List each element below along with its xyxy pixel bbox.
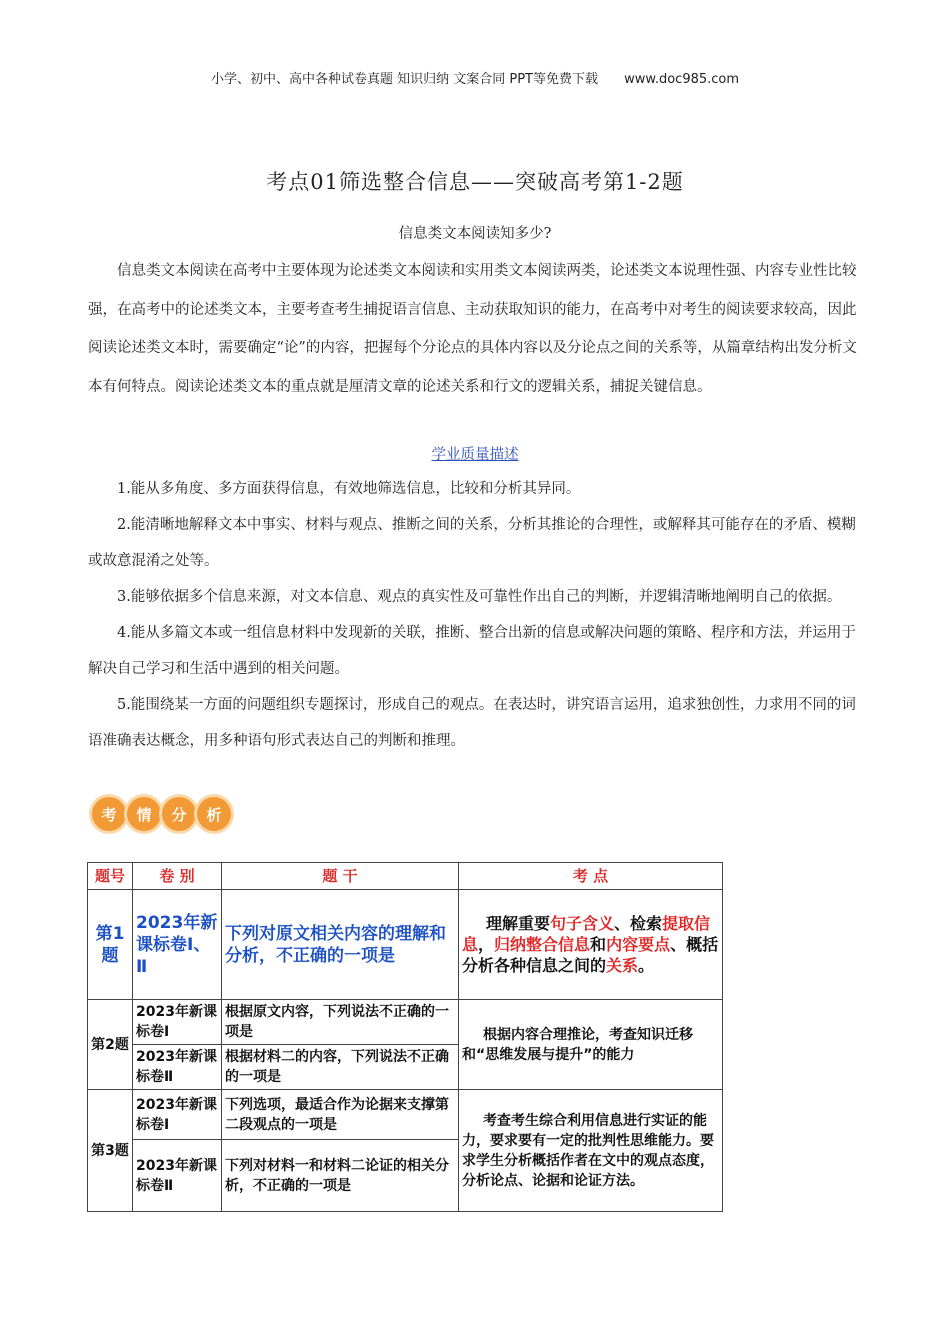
list-item: 1.能从多角度、多方面获得信息，有效地筛选信息，比较和分析其异同。 (117, 481, 581, 497)
paper-cell: 2023年新课标卷Ⅱ (133, 1140, 222, 1212)
exam-analysis-table (87, 862, 723, 1212)
list-item: 2.能清晰地解释文本中事实、材料与观点、推断之间的关系，分析其推论的合理性，或解释其可能存在的矛盾、模糊或故意混淆之处等。 (88, 517, 856, 569)
stem-cell: 下列选项，最适合作为论据来支撑第二段观点的一项是 (222, 1090, 459, 1140)
point-cell: 考查考生综合利用信息进行实证的能力，要求要有一定的批判性思维能力。要求学生分析概括作者在文中的观点态度，分析论点、论据和论证方法。 (459, 1090, 723, 1212)
col-header: 题 干 (222, 863, 459, 890)
col-header: 考 点 (459, 863, 723, 890)
stem-cell: 下列对材料一和材料二论证的相关分析，不正确的一项是 (222, 1140, 459, 1212)
header-url[interactable]: www.doc985.com (624, 72, 740, 87)
stem-cell: 根据原文内容，下列说法不正确的一项是 (222, 1000, 459, 1045)
badge-char: 考 (92, 797, 126, 831)
table-header-row (88, 863, 723, 890)
paper-cell: 2023年新课标卷Ⅰ (133, 1090, 222, 1140)
intro-paragraph: 信息类文本阅读在高考中主要体现为论述类文本阅读和实用类文本阅读两类，论述类文本说理性强、内容专业性比较强，在高考中的论述类文本，主要考查考生捕捉语言信息、主动获取知识的能力，在高考中对考生的阅读要求较高，因此阅读论述类文本时，需要确定“论”的内容，把握每个分论点的具体内容以及分论点之间的关系等，从篇章结构出发分析文本有何特点。阅读论述类文本的重点就是厘清文章的论述关系和行文的逻辑关系，捕捉关键信息。 (88, 263, 857, 395)
point-cell: 根据内容合理推论，考查知识迁移和“思维发展与提升”的能力 (459, 1000, 723, 1090)
stem-cell: 根据材料二的内容，下列说法不正确的一项是 (222, 1045, 459, 1090)
badge-char: 情 (127, 797, 161, 831)
badge-char: 析 (197, 797, 231, 831)
list-item: 5.能围绕某一方面的问题组织专题探讨，形成自己的观点。在表达时，讲究语言运用，追求独创性，力求用不同的词语准确表达概念，用多种语句形式表达自己的判断和推理。 (88, 697, 856, 749)
list-item: 4.能从多篇文本或一组信息材料中发现新的关联，推断、整合出新的信息或解决问题的策略、程序和方法，并运用于解决自己学习和生活中遇到的相关问题。 (88, 625, 856, 677)
question-number: 第1题 (88, 890, 133, 1000)
table-row (88, 890, 723, 1000)
stem-cell: 下列对原文相关内容的理解和分析，不正确的一项是 (222, 890, 459, 1000)
section-title-link[interactable]: 学业质量描述 (431, 447, 519, 463)
analysis-badge (92, 797, 231, 831)
list-item: 3.能够依据多个信息来源，对文本信息、观点的真实性及可靠性作出自己的判断，并逻辑清晰地阐明自己的依据。 (117, 589, 842, 605)
question-number: 第2题 (88, 1000, 133, 1090)
col-header: 卷 别 (133, 863, 222, 890)
paper-cell: 2023年新课标卷Ⅱ (133, 1045, 222, 1090)
subtitle: 信息类文本阅读知多少? (398, 226, 552, 242)
page-header (0, 68, 950, 87)
point-cell: 理解重要句子含义、检索提取信息，归纳整合信息和内容要点、概括分析各种信息之间的关系。 (459, 890, 723, 1000)
badge-char: 分 (162, 797, 196, 831)
col-header: 题号 (88, 863, 133, 890)
paper-cell: 2023年新课标卷Ⅰ (133, 1000, 222, 1045)
header-text: 小学、初中、高中各种试卷真题 知识归纳 文案合同 PPT等免费下载 (210, 72, 598, 87)
question-number: 第3题 (88, 1090, 133, 1212)
table-row (88, 1000, 723, 1045)
paper-cell: 2023年新课标卷Ⅰ、Ⅱ (133, 890, 222, 1000)
page-title: 考点01筛选整合信息——突破高考第1-2题 (266, 170, 684, 194)
table-row (88, 1090, 723, 1140)
quality-list (88, 471, 858, 759)
